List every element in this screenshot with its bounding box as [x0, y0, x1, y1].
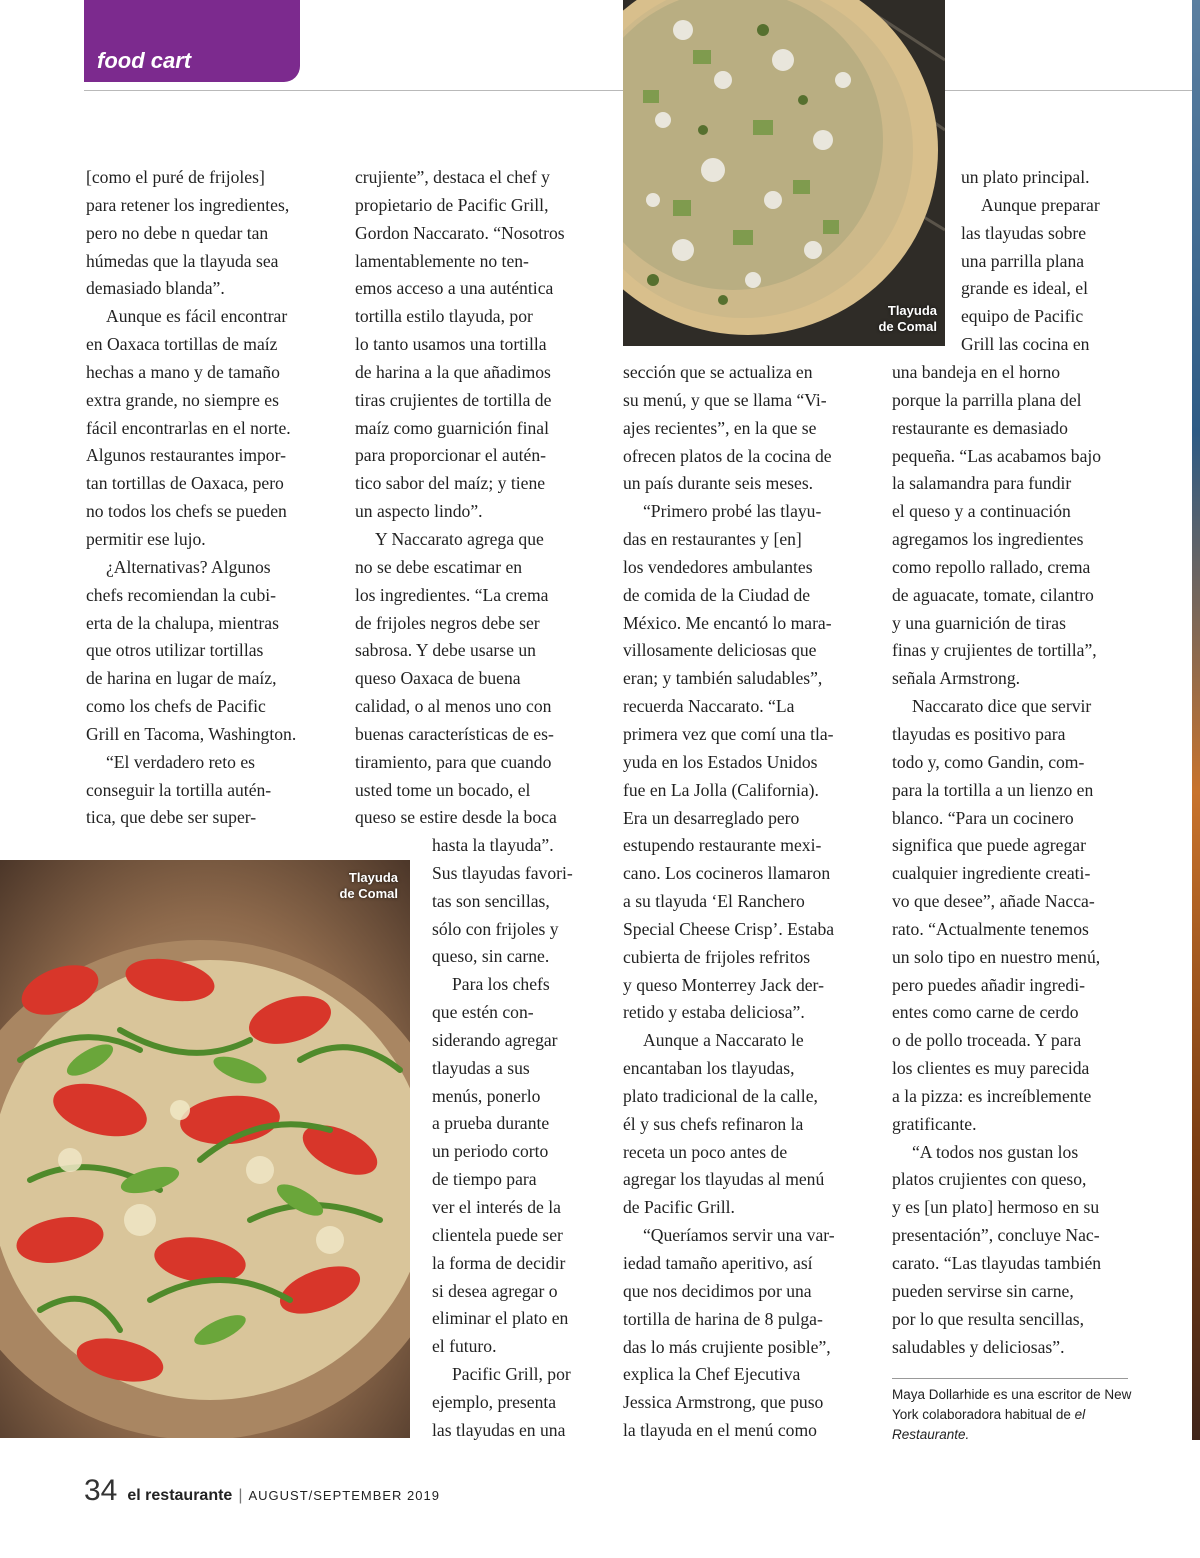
text-line: carato. “Las tlayudas también — [892, 1253, 1102, 1273]
text-line: rato. “Actualmente tenemos — [892, 918, 1089, 939]
text-line: México. Me encantó lo mara- — [623, 612, 832, 633]
text-line: pueden servirse sin carne, — [892, 1280, 1074, 1301]
text-line: “Primero probé las tlayu- — [643, 501, 822, 522]
text-line: estupendo restaurante mexi- — [623, 835, 822, 856]
text-line: de tiempo para — [432, 1169, 537, 1190]
text-line: sabrosa. Y debe usarse un — [355, 640, 536, 661]
text-line: la forma de decidir — [432, 1252, 566, 1273]
tlayuda-photo-left — [0, 860, 410, 1438]
text-line: platos crujientes con queso, — [892, 1169, 1087, 1190]
text-line: para la tortilla a un lienzo en — [892, 779, 1094, 800]
text-line: equipo de Pacific — [961, 306, 1084, 327]
page-number: 34 — [84, 1474, 118, 1507]
text-line: un plato principal. — [961, 167, 1090, 187]
text-line: emos acceso a una auténtica — [355, 278, 554, 299]
text-line: Grill las cocina en — [961, 334, 1090, 355]
text-line: todo y, como Gandin, com- — [892, 751, 1085, 772]
text-line: “Queríamos servir una var- — [643, 1225, 835, 1246]
text-line: su menú, y que se llama “Vi- — [623, 389, 827, 410]
text-line: calidad, o al menos uno con — [355, 696, 552, 717]
text-line: agregar los tlayudas al menú — [623, 1169, 825, 1190]
text-line: saludables y deliciosas”. — [892, 1336, 1065, 1357]
text-line: tico sabor del maíz; y tiene — [355, 473, 546, 494]
text-line: como los chefs de Pacific — [86, 696, 266, 717]
text-line: no se debe escatimar en — [355, 556, 523, 577]
text-line: pero puedes añadir ingredi- — [892, 974, 1085, 995]
text-line: que otros utilizar tortillas — [86, 640, 264, 661]
text-line: grande es ideal, el — [961, 278, 1089, 299]
article-column-2b — [432, 832, 573, 1445]
text-line: señala Armstrong. — [892, 668, 1021, 689]
text-line: cualquier ingrediente creati- — [892, 863, 1091, 884]
author-bio-text: Maya Dollarhide es una escritor de New York colaboradora habitual de — [892, 1387, 1132, 1422]
text-line: cubierta de frijoles refritos — [623, 946, 811, 967]
text-line: de Pacific Grill. — [623, 1197, 735, 1218]
text-line: tas son sencillas, — [432, 890, 550, 911]
text-line: siderando agregar — [432, 1029, 558, 1050]
text-line: no todos los chefs se pueden — [86, 501, 287, 522]
text-line: Special Cheese Crisp’. Estaba — [623, 918, 835, 939]
text-line: Y Naccarato agrega que — [375, 528, 544, 549]
text-line: Aunque preparar — [981, 194, 1100, 215]
text-line: queso, sin carne. — [432, 946, 550, 967]
text-line: para proporcionar el autén- — [355, 445, 546, 466]
text-line: Aunque a Naccarato le — [643, 1030, 804, 1051]
article-column-2 — [355, 164, 565, 832]
text-line: eran; y también saludables”, — [623, 668, 823, 689]
text-line: Naccarato dice que servir — [912, 696, 1092, 717]
text-line: “El verdadero reto es — [106, 751, 255, 772]
tlayuda-photo-top — [623, 0, 945, 346]
article-column-4-top — [961, 164, 1100, 359]
text-line: para retener los ingredientes, — [86, 194, 290, 215]
author-bio — [892, 1385, 1132, 1445]
text-line: la salamandra para fundir — [892, 473, 1072, 494]
text-line: un periodo corto — [432, 1141, 549, 1162]
text-line: queso Oaxaca de buena — [355, 668, 521, 689]
text-line: retido y estaba deliciosa”. — [623, 1002, 805, 1023]
text-line: los ingredientes. “La crema — [355, 584, 549, 605]
text-line: a su tlayuda ‘El Ranchero — [623, 891, 805, 912]
text-line: propietario de Pacific Grill, — [355, 194, 549, 215]
text-line: los vendedores ambulantes — [623, 556, 813, 577]
text-line: Aunque es fácil encontrar — [106, 306, 288, 327]
text-line: Para los chefs — [452, 974, 550, 995]
text-line: si desea agregar o — [432, 1280, 558, 1301]
text-line: tortilla estilo tlayuda, por — [355, 306, 533, 327]
text-line: primera vez que comí una tla- — [623, 723, 834, 744]
text-line: fácil encontrarlas en el norte. — [86, 417, 291, 438]
text-line: vo que desee”, añade Nacca- — [892, 891, 1095, 912]
text-line: que estén con- — [432, 1002, 534, 1023]
page-footer — [84, 1474, 440, 1514]
text-line: usted tome un bocado, el — [355, 779, 531, 800]
text-line: clientela puede ser — [432, 1224, 563, 1245]
text-line: un aspecto lindo”. — [355, 501, 483, 522]
text-line: das lo más crujiente posible”, — [623, 1336, 831, 1357]
photo-caption: Tlayuda de Comal — [878, 303, 937, 334]
text-line: Jessica Armstrong, que puso — [623, 1392, 824, 1413]
section-label: food cart — [97, 48, 192, 73]
text-line: Grill en Tacoma, Washington. — [86, 723, 297, 744]
text-line: entes como carne de cerdo — [892, 1002, 1079, 1023]
text-line: como repollo rallado, crema — [892, 556, 1091, 577]
text-line: gratificante. — [892, 1113, 977, 1134]
text-line: sección que se actualiza en — [623, 362, 813, 382]
text-line: Era un desarreglado pero — [623, 807, 800, 828]
text-line: blanco. “Para un cocinero — [892, 807, 1074, 828]
text-line: significa que puede agregar — [892, 835, 1086, 856]
text-line: ajes recientes”, en la que se — [623, 417, 817, 438]
section-tab — [84, 0, 300, 82]
text-line: y una guarnición de tiras — [892, 612, 1066, 633]
text-line: las tlayudas en una — [432, 1419, 566, 1440]
text-line: un país durante seis meses. — [623, 473, 814, 494]
text-line: plato tradicional de la calle, — [623, 1085, 818, 1106]
publication-name: el Restaurante. — [892, 1407, 1086, 1442]
footer-separator: | — [238, 1487, 243, 1504]
text-line: buenas características de es- — [355, 723, 554, 744]
text-line: Sus tlayudas favori- — [432, 862, 573, 883]
text-line: demasiado blanda”. — [86, 278, 225, 299]
edge-photo-strip — [1192, 0, 1200, 1440]
text-line: el futuro. — [432, 1336, 497, 1357]
text-line: o de pollo troceada. Y para — [892, 1030, 1082, 1051]
article-column-3 — [623, 359, 835, 1445]
text-line: por lo que resulta sencillas, — [892, 1308, 1085, 1329]
text-line: él y sus chefs refinaron la — [623, 1113, 804, 1134]
text-line: ofrecen platos de la cocina de — [623, 445, 832, 466]
text-line: de frijoles negros debe ser — [355, 612, 540, 633]
text-line: y es [un plato] hermoso en su — [892, 1197, 1100, 1218]
text-line: y queso Monterrey Jack der- — [623, 974, 824, 995]
text-line: ver el interés de la — [432, 1196, 561, 1217]
text-line: yuda en los Estados Unidos — [623, 751, 818, 772]
text-line: receta un poco antes de — [623, 1141, 788, 1162]
article-column-1 — [86, 164, 296, 832]
text-line: la tlayuda en el menú como — [623, 1420, 817, 1441]
text-line: húmedas que la tlayuda sea — [86, 250, 279, 271]
text-line: tan tortillas de Oaxaca, pero — [86, 473, 284, 494]
text-line: menús, ponerlo — [432, 1085, 541, 1106]
text-line: das en restaurantes y [en] — [623, 529, 802, 550]
text-line: recuerda Naccarato. “La — [623, 696, 795, 717]
text-line: en Oaxaca tortillas de maíz — [86, 334, 278, 355]
text-line: un solo tipo en nuestro menú, — [892, 946, 1101, 967]
text-line: permitir ese lujo. — [86, 528, 206, 549]
text-line: hasta la tlayuda”. — [432, 835, 554, 855]
text-line: [como el puré de frijoles] — [86, 167, 265, 187]
text-line: chefs recomiendan la cubi- — [86, 584, 277, 605]
text-line: explica la Chef Ejecutiva — [623, 1364, 801, 1385]
text-line: fue en La Jolla (California). — [623, 779, 819, 800]
text-line: ¿Alternativas? Algunos — [106, 556, 271, 577]
text-line: tica, que debe ser super- — [86, 807, 257, 828]
text-line: de aguacate, tomate, cilantro — [892, 584, 1094, 605]
tlayuda-top-image — [623, 0, 945, 346]
text-line: de harina en lugar de maíz, — [86, 668, 277, 689]
text-line: el queso y a continuación — [892, 501, 1071, 522]
text-line: eliminar el plato en — [432, 1308, 569, 1329]
text-line: extra grande, no siempre es — [86, 389, 279, 410]
text-line: villosamente deliciosas que — [623, 640, 817, 661]
text-line: tlayudas a sus — [432, 1057, 530, 1078]
text-line: Gordon Naccarato. “Nosotros — [355, 222, 565, 243]
magazine-name: el restaurante — [127, 1487, 233, 1504]
text-line: tiramiento, para que cuando — [355, 751, 552, 772]
issue-date: AUGUST/SEPTEMBER 2019 — [248, 1488, 440, 1503]
text-line: Pacific Grill, por — [452, 1364, 571, 1385]
text-line: los clientes es muy parecida — [892, 1058, 1090, 1079]
text-line: tortilla de harina de 8 pulga- — [623, 1308, 823, 1329]
text-line: una bandeja en el horno — [892, 362, 1061, 382]
text-line: porque la parrilla plana del — [892, 389, 1082, 410]
photo-caption: Tlayuda de Comal — [339, 870, 398, 901]
text-line: conseguir la tortilla autén- — [86, 779, 272, 800]
text-line: crujiente”, destaca el chef y — [355, 167, 550, 187]
text-line: maíz como guarnición final — [355, 417, 549, 438]
tlayuda-left-image — [0, 860, 410, 1438]
text-line: finas y crujientes de tortilla”, — [892, 640, 1097, 661]
text-line: restaurante es demasiado — [892, 417, 1068, 438]
text-line: cano. Los cocineros llamaron — [623, 863, 831, 884]
text-line: pero no debe n quedar tan — [86, 222, 269, 243]
bio-divider — [892, 1378, 1128, 1379]
text-line: tiras crujientes de tortilla de — [355, 389, 552, 410]
text-line: lamentablemente no ten- — [355, 250, 529, 271]
text-line: de harina a la que añadimos — [355, 361, 551, 382]
text-line: queso se estire desde la boca — [355, 807, 557, 828]
text-line: iedad tamaño aperitivo, así — [623, 1253, 813, 1273]
text-line: tlayudas es positivo para — [892, 723, 1066, 744]
text-line: Algunos restaurantes impor- — [86, 445, 286, 466]
text-line: que nos decidimos por una — [623, 1280, 812, 1301]
text-line: pequeña. “Las acabamos bajo — [892, 445, 1102, 466]
text-line: a prueba durante — [432, 1113, 550, 1134]
text-line: sólo con frijoles y — [432, 918, 559, 939]
text-line: agregamos los ingredientes — [892, 529, 1084, 550]
text-line: de comida de la Ciudad de — [623, 584, 811, 605]
text-line: las tlayudas sobre — [961, 222, 1087, 243]
article-column-4 — [892, 359, 1101, 1361]
text-line: una parrilla plana — [961, 250, 1085, 271]
text-line: lo tanto usamos una tortilla — [355, 334, 547, 355]
text-line: ejemplo, presenta — [432, 1391, 557, 1412]
text-line: erta de la chalupa, mientras — [86, 612, 279, 633]
text-line: presentación”, concluye Nac- — [892, 1225, 1100, 1246]
text-line: encantaban los tlayudas, — [623, 1058, 795, 1079]
text-line: a la pizza: es increíblemente — [892, 1085, 1092, 1106]
text-line: “A todos nos gustan los — [912, 1141, 1079, 1162]
text-line: hechas a mano y de tamaño — [86, 361, 280, 382]
